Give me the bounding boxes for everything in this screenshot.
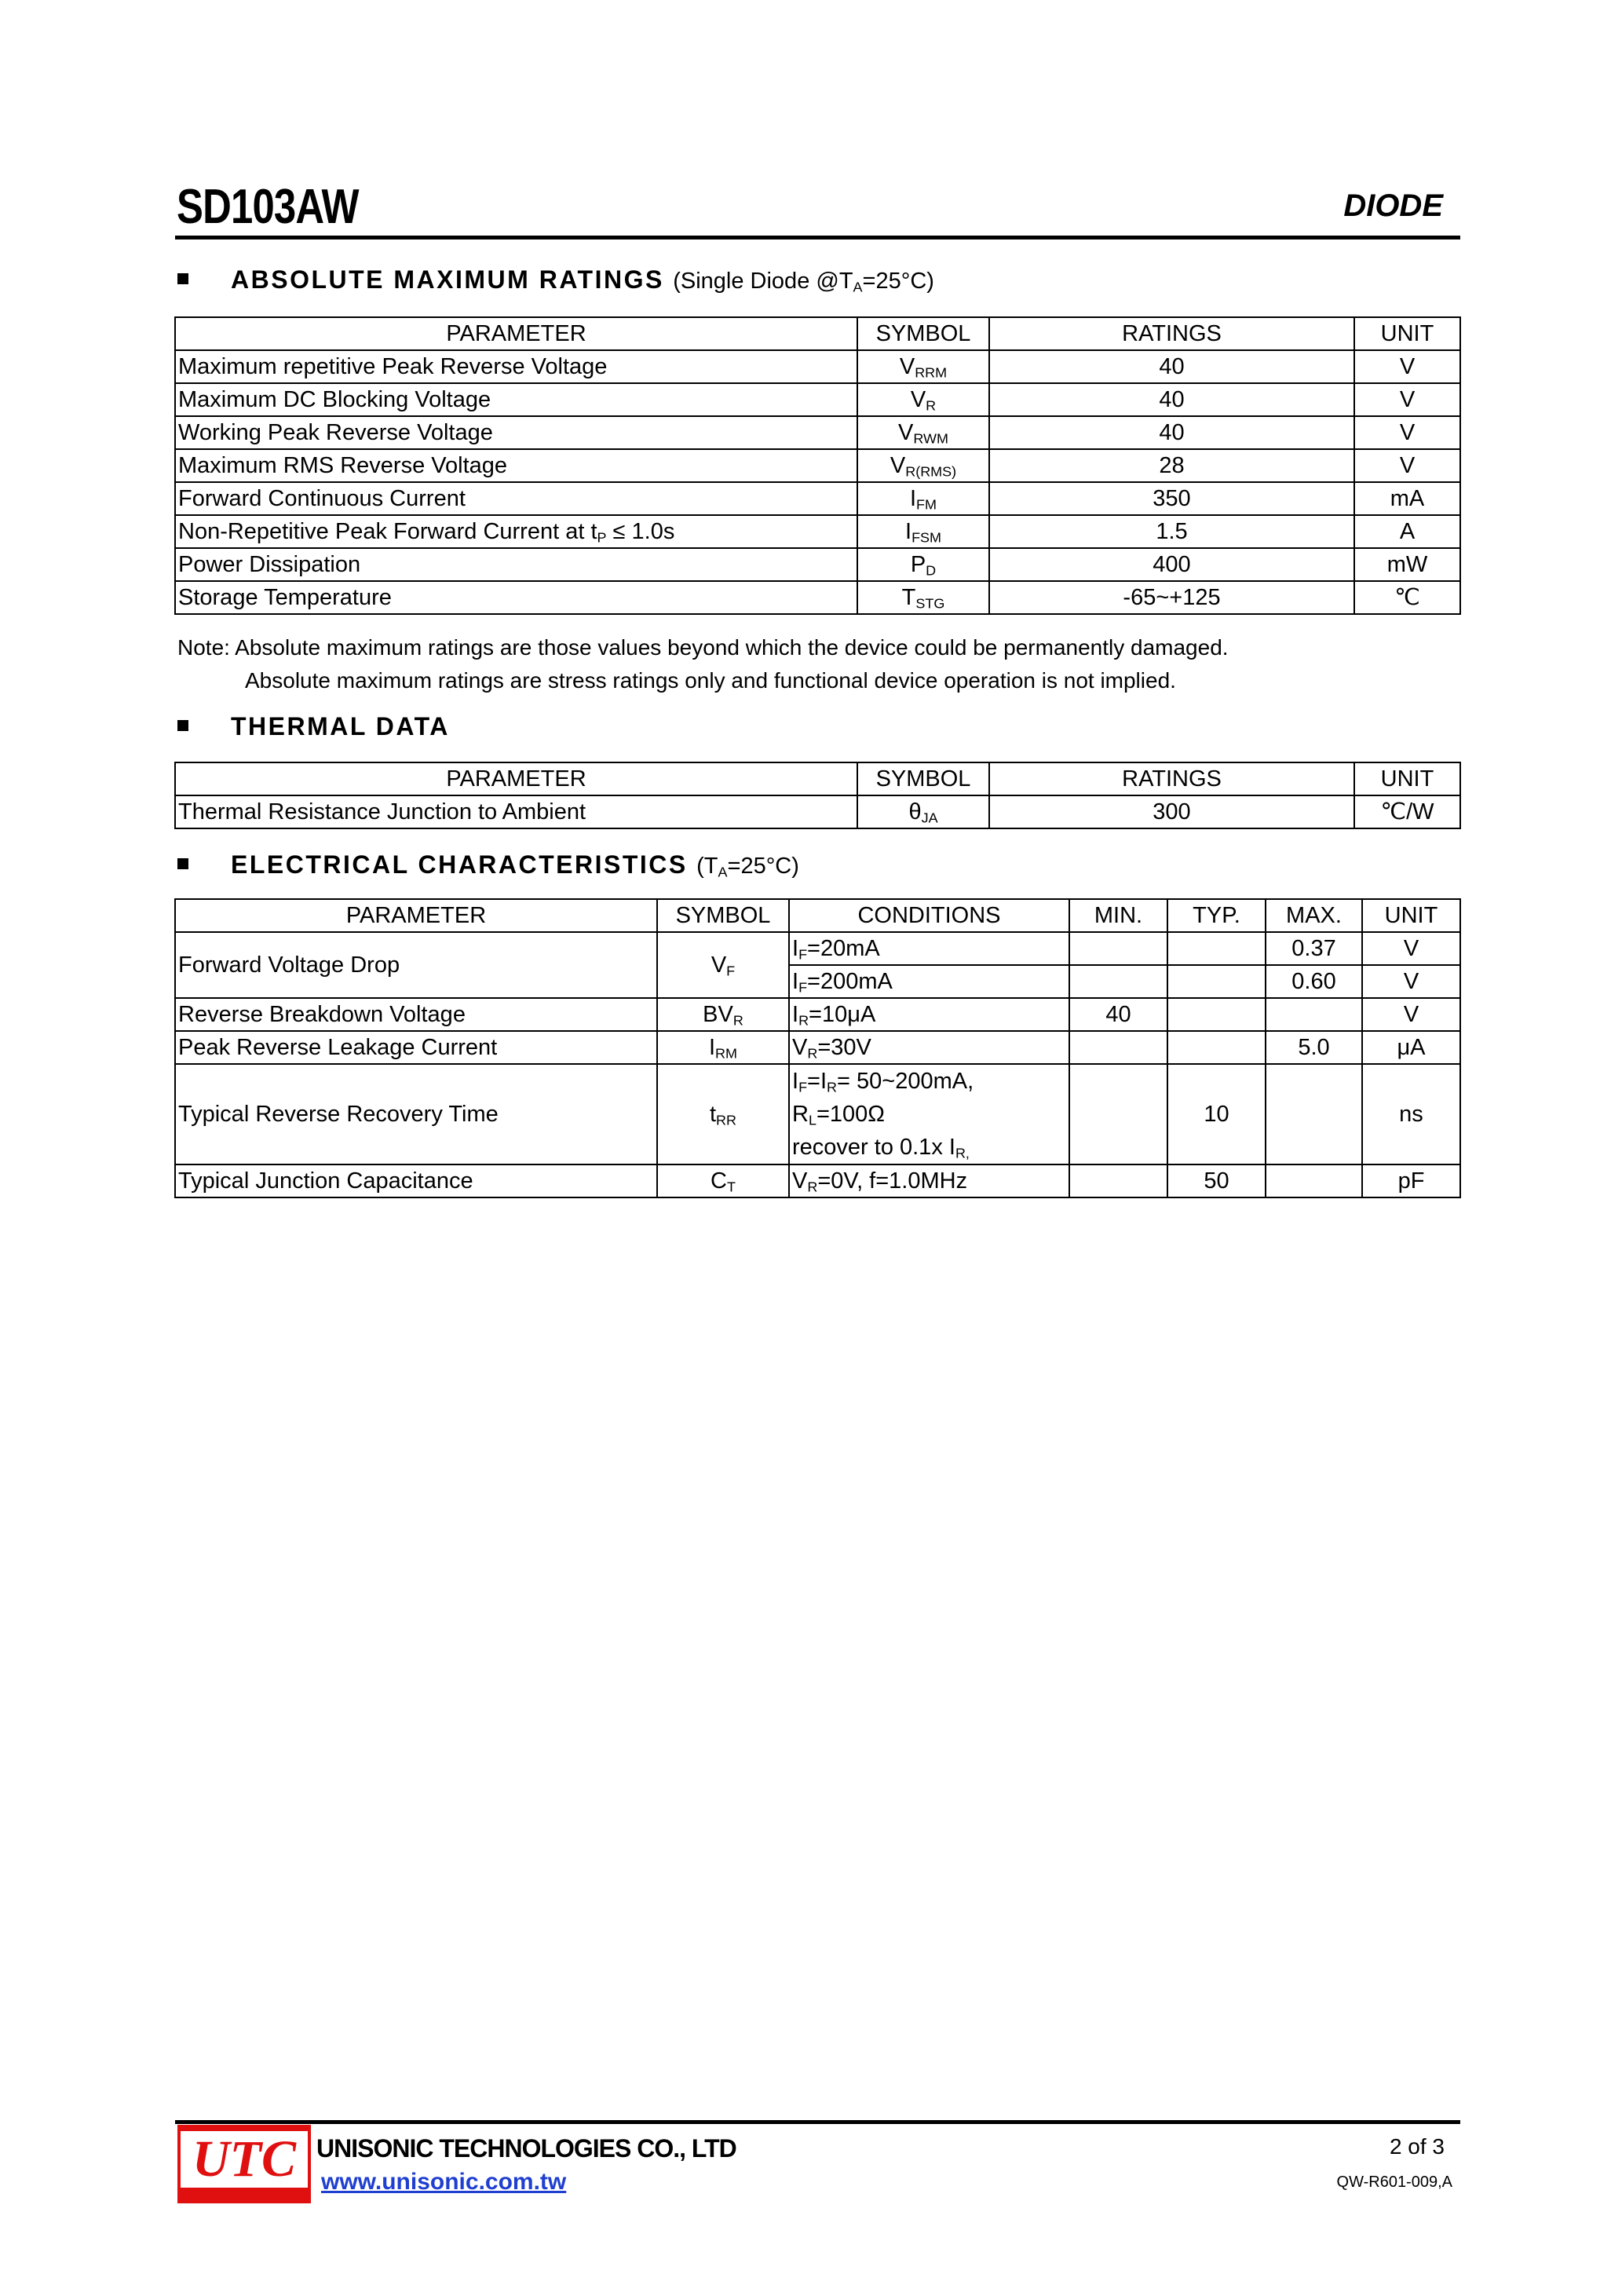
typ-cell <box>1167 932 1266 965</box>
rating-cell: 28 <box>989 449 1354 482</box>
electrical-table <box>174 898 1461 1198</box>
symbol-cell: $V_{R(RMS)}$ <box>857 449 989 482</box>
header-cell: MIN. <box>1069 899 1167 932</box>
header-cell: CONDITIONS <box>789 899 1069 932</box>
unit-cell: μA <box>1362 1031 1460 1064</box>
table-row <box>175 350 1460 383</box>
table-row <box>175 383 1460 416</box>
header-cell: UNIT <box>1354 762 1460 795</box>
parameter-cell: Reverse Breakdown Voltage <box>175 998 657 1031</box>
symbol-cell: $V_{RRM}$ <box>857 350 989 383</box>
symbol-cell: $\theta_{JA}$ <box>857 795 989 828</box>
parameter-cell: Typical Reverse Recovery Time <box>175 1064 657 1164</box>
parameter-cell: Typical Junction Capacitance <box>175 1164 657 1197</box>
condition-cell: $V_R=0V$, f=1.0MHz <box>789 1164 1069 1197</box>
symbol-cell: $t_{RR}$ <box>657 1064 789 1164</box>
condition-cell: $I_F=20mA$ <box>789 932 1069 965</box>
header-cell: RATINGS <box>989 762 1354 795</box>
header-cell: UNIT <box>1362 899 1460 932</box>
unit-cell: ℃ <box>1354 581 1460 614</box>
header-cell: PARAMETER <box>175 317 857 350</box>
unit-cell: V <box>1362 965 1460 998</box>
unit-cell: mA <box>1354 482 1460 515</box>
header-cell: MAX. <box>1266 899 1362 932</box>
min-cell <box>1069 932 1167 965</box>
symbol-cell: $V_F$ <box>657 932 789 998</box>
square-bullet-icon <box>177 273 188 284</box>
unit-cell: ℃/W <box>1354 795 1460 828</box>
symbol-cell: $C_T$ <box>657 1164 789 1197</box>
unit-cell: pF <box>1362 1164 1460 1197</box>
abs-max-note: Note: Absolute maximum ratings are those values beyond which the device could be permanently damaged. Absolute maximum ratings are stress ratings only and functional device operation is not implied. <box>177 635 1229 693</box>
table-row <box>175 998 1460 1031</box>
table-header-row <box>175 317 1460 350</box>
min-cell <box>1069 965 1167 998</box>
parameter-cell: Working Peak Reverse Voltage <box>175 416 857 449</box>
typ-cell <box>1167 998 1266 1031</box>
max-cell: 0.37 <box>1266 932 1362 965</box>
unit-cell: A <box>1354 515 1460 548</box>
table-row <box>175 548 1460 581</box>
table-row <box>175 449 1460 482</box>
abs-max-title: ABSOLUTE MAXIMUM RATINGS (Single Diode $@T_A=25^\circ C$) <box>177 265 934 294</box>
website-link[interactable]: www.unisonic.com.tw <box>321 2169 567 2195</box>
electrical-title: ELECTRICAL CHARACTERISTICS $(T_A=25^\circ C)$ <box>177 850 799 879</box>
parameter-cell: Non-Repetitive Peak Forward Current at $t_P \le 1.0s$ <box>175 515 857 548</box>
min-cell <box>1069 1164 1167 1197</box>
parameter-cell: Thermal Resistance Junction to Ambient <box>175 795 857 828</box>
rating-cell: 40 <box>989 416 1354 449</box>
symbol-cell: $V_R$ <box>857 383 989 416</box>
thermal-table <box>174 762 1461 829</box>
unit-cell: V <box>1354 449 1460 482</box>
thermal-title: THERMAL DATA <box>177 712 450 741</box>
table-row <box>175 1164 1460 1197</box>
typ-cell <box>1167 965 1266 998</box>
page-footer <box>175 2120 1460 2206</box>
parameter-cell: Peak Reverse Leakage Current <box>175 1031 657 1064</box>
max-cell <box>1266 1164 1362 1197</box>
parameter-cell: Maximum RMS Reverse Voltage <box>175 449 857 482</box>
condition-cell: $V_R=30V$ <box>789 1031 1069 1064</box>
abs-max-condition: (Single Diode $@T_A=25^\circ C$) <box>673 269 934 295</box>
symbol-cell: $I_{FSM}$ <box>857 515 989 548</box>
page-number: 2 of 3 <box>1389 2134 1445 2159</box>
table-header-row <box>175 899 1460 932</box>
rating-cell: 350 <box>989 482 1354 515</box>
parameter-cell: Forward Continuous Current <box>175 482 857 515</box>
rating-cell: 300 <box>989 795 1354 828</box>
symbol-cell: $BV_R$ <box>657 998 789 1031</box>
min-cell <box>1069 1031 1167 1064</box>
rating-cell: 40 <box>989 383 1354 416</box>
utc-logo: UTC <box>177 2125 311 2203</box>
condition-cell: $I_R=10\mu A$ <box>789 998 1069 1031</box>
square-bullet-icon <box>177 720 188 731</box>
unit-cell: mW <box>1354 548 1460 581</box>
typ-cell: 10 <box>1167 1064 1266 1164</box>
unit-cell: V <box>1362 998 1460 1031</box>
unit-cell: V <box>1354 383 1460 416</box>
doc-type: DIODE <box>1343 188 1443 223</box>
rating-cell: 1.5 <box>989 515 1354 548</box>
min-cell: 40 <box>1069 998 1167 1031</box>
abs-max-table <box>174 316 1461 615</box>
header-cell: PARAMETER <box>175 762 857 795</box>
table-row <box>175 1064 1460 1164</box>
condition-cell: $I_F=200mA$ <box>789 965 1069 998</box>
parameter-cell: Maximum repetitive Peak Reverse Voltage <box>175 350 857 383</box>
parameter-cell: Maximum DC Blocking Voltage <box>175 383 857 416</box>
table-header-row <box>175 762 1460 795</box>
header-cell: UNIT <box>1354 317 1460 350</box>
footer-rule <box>175 2120 1460 2124</box>
rating-cell: -65~+125 <box>989 581 1354 614</box>
header-cell: TYP. <box>1167 899 1266 932</box>
table-row <box>175 416 1460 449</box>
parameter-cell: Storage Temperature <box>175 581 857 614</box>
electrical-condition: $(T_A=25^\circ C)$ <box>696 854 799 880</box>
header-cell: SYMBOL <box>657 899 789 932</box>
page-header <box>175 171 1460 239</box>
document-code: QW-R601-009,A <box>1336 2174 1452 2191</box>
condition-cell: $I_F=I_R=$ 50~200mA, $R_L=100\Omega$ recover to 0.1x $I_{R,}$ <box>789 1064 1069 1164</box>
table-row <box>175 932 1460 965</box>
parameter-cell: Power Dissipation <box>175 548 857 581</box>
max-cell: 5.0 <box>1266 1031 1362 1064</box>
header-cell: RATINGS <box>989 317 1354 350</box>
unit-cell: V <box>1354 350 1460 383</box>
part-number: SD103AW <box>177 180 359 234</box>
min-cell <box>1069 1064 1167 1164</box>
company-name: UNISONIC TECHNOLOGIES CO., LTD <box>316 2134 736 2163</box>
typ-cell: 50 <box>1167 1164 1266 1197</box>
max-cell <box>1266 998 1362 1031</box>
parameter-cell: Forward Voltage Drop <box>175 932 657 998</box>
symbol-cell: $I_{RM}$ <box>657 1031 789 1064</box>
table-row <box>175 1031 1460 1064</box>
symbol-cell: $T_{STG}$ <box>857 581 989 614</box>
table-row <box>175 795 1460 828</box>
symbol-cell: $I_{FM}$ <box>857 482 989 515</box>
max-cell <box>1266 1064 1362 1164</box>
unit-cell: ns <box>1362 1064 1460 1164</box>
unit-cell: V <box>1362 932 1460 965</box>
square-bullet-icon <box>177 858 188 869</box>
header-cell: SYMBOL <box>857 317 989 350</box>
table-row <box>175 581 1460 614</box>
table-row <box>175 515 1460 548</box>
symbol-cell: $V_{RWM}$ <box>857 416 989 449</box>
header-cell: PARAMETER <box>175 899 657 932</box>
symbol-cell: $P_D$ <box>857 548 989 581</box>
table-row <box>175 482 1460 515</box>
rating-cell: 40 <box>989 350 1354 383</box>
max-cell: 0.60 <box>1266 965 1362 998</box>
header-cell: SYMBOL <box>857 762 989 795</box>
typ-cell <box>1167 1031 1266 1064</box>
rating-cell: 400 <box>989 548 1354 581</box>
unit-cell: V <box>1354 416 1460 449</box>
